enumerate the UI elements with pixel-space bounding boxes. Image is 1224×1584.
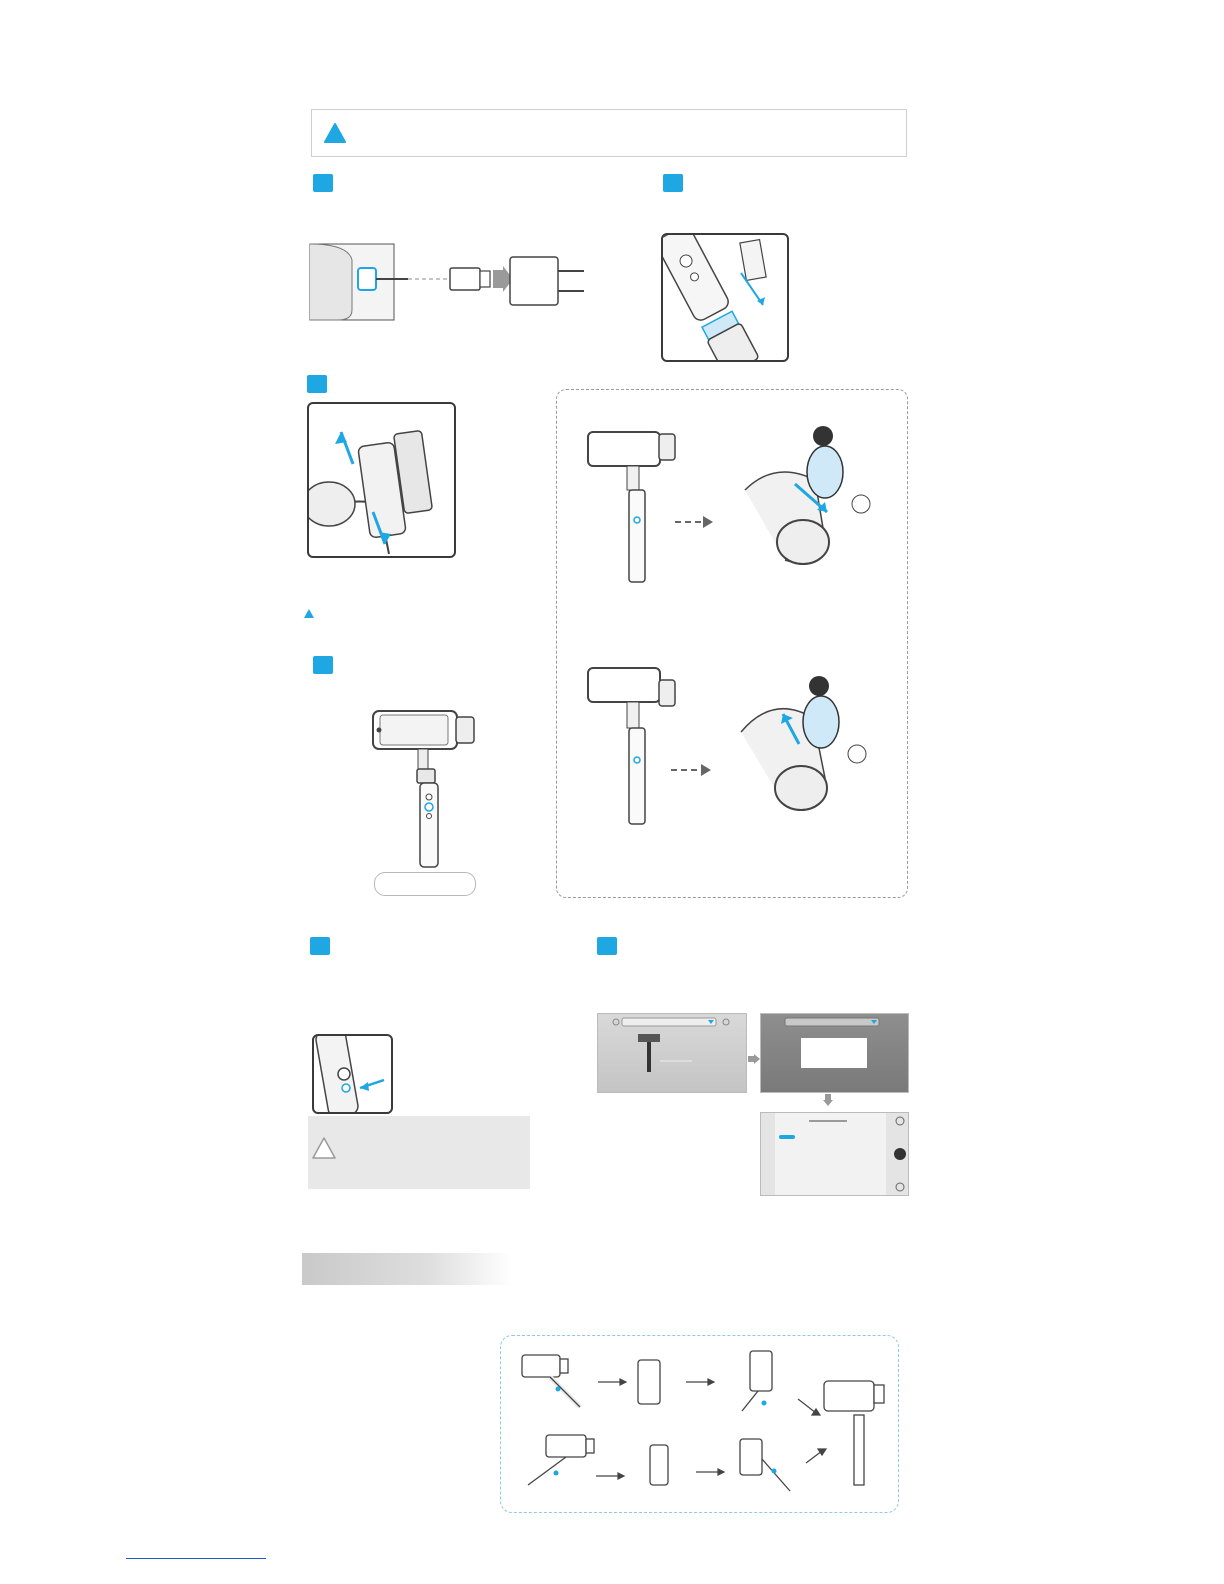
step-4-badge [313, 656, 333, 674]
balance-top-illustration [585, 420, 885, 585]
app-screen-3-art [761, 1113, 908, 1195]
step-1-badge [313, 174, 333, 192]
modes-illustration [510, 1345, 890, 1505]
app-screen-1 [597, 1013, 747, 1093]
app-screen-2-art [761, 1014, 908, 1092]
phone-clamp-illustration [309, 404, 454, 556]
balance-bottom-illustration [585, 662, 885, 827]
label-pill [374, 872, 476, 896]
footer-link-underline [126, 1558, 266, 1559]
power-button-illustration [314, 1036, 391, 1112]
app-screen-2 [760, 1013, 909, 1093]
step-5-badge [310, 937, 330, 955]
app-screen-1-art [598, 1014, 746, 1092]
warning-triangle-icon [324, 123, 346, 143]
battery-insert-illustration [663, 235, 787, 360]
step-6-badge [597, 937, 617, 955]
app-screen-3 [760, 1112, 909, 1196]
charging-illustration [308, 240, 598, 322]
battery-insert-panel [661, 233, 789, 362]
notice-box [311, 109, 907, 157]
mounted-gimbal-illustration [370, 705, 480, 870]
arrow-right-icon [748, 1054, 760, 1064]
caution-box [308, 1116, 530, 1189]
arrow-down-icon [823, 1094, 833, 1106]
note-triangle-icon [304, 609, 314, 618]
step-3-badge [307, 375, 327, 393]
power-button-panel [312, 1034, 393, 1114]
step-2-badge [663, 174, 683, 192]
caution-triangle-icon [312, 1137, 336, 1159]
phone-clamp-panel [307, 402, 456, 558]
section-header-bar [302, 1253, 512, 1285]
